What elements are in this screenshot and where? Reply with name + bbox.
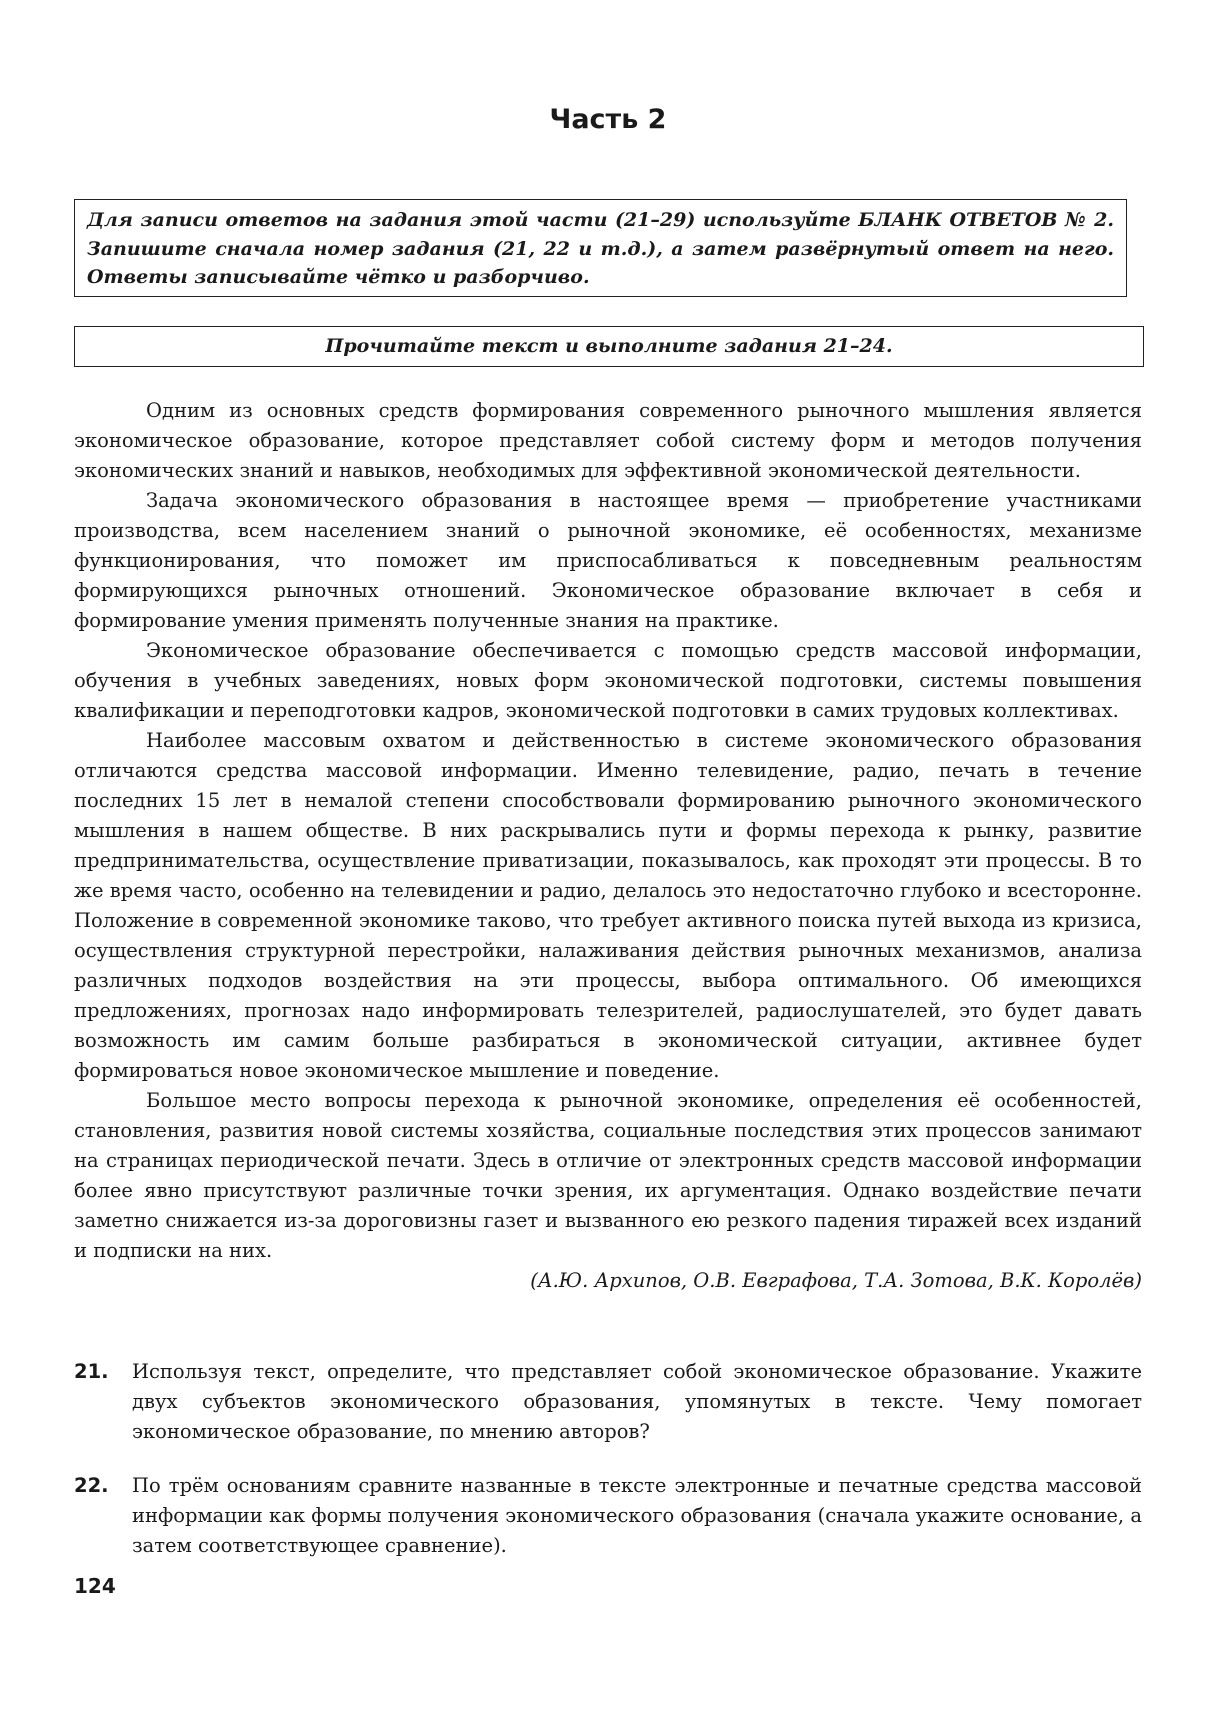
article-paragraph: Одним из основных средств формирования современного рыночного мышления является экономическое образование, которое представляет собой систему форм и методов получения экономических знаний и навыков, необходимых для эффективной экономической деятельности.	[74, 399, 1142, 482]
article-paragraph: Наиболее массовым охватом и действенностью в системе экономического образования отличаются средства массовой информации. Именно телевидение, радио, печать в течение последних 15 лет в немалой степени способствовали формированию рыночного экономического мышления в нашем обществе. В них раскрывались пути и формы перехода к рынку, развитие предпринимательства, осуществление приватизации, показывалось, как проходят эти процессы. В то же время часто, особенно на телевидении и радио, делалось это недостаточно глубоко и всесторонне. Положение в современной экономике таково, что требует активного поиска путей выхода из кризиса, осуществления структурной перестройки, налаживания действия рыночных механизмов, анализа различных подходов воздействия на эти процессы, выбора оптимального. Об имеющихся предложениях, прогнозах надо информировать телезрителей, радиослушателей, это будет давать возможность им самим больше разбираться в экономической ситуации, активнее будет формироваться новое экономическое мышление и поведение.	[74, 729, 1142, 1082]
article-source: (А.Ю. Архипов, О.В. Евграфова, Т.А. Зотова, В.К. Королёв)	[530, 1269, 1142, 1292]
task-header-box: Прочитайте текст и выполните задания 21–24.	[74, 326, 1144, 367]
question-number: 21.	[74, 1360, 109, 1383]
question-22	[74, 1471, 1142, 1561]
article-paragraph: Задача экономического образования в настоящее время — приобретение участниками производства, всем населением знаний о рыночной экономике, её особенностях, механизме функционирования, что поможет им приспосабливаться к повседневным реальностям формирующихся рыночных отношений. Экономическое образование включает в себя и формирование умения применять полученные знания на практике.	[74, 489, 1142, 632]
instruction-box: Для записи ответов на задания этой части (21–29) используйте БЛАНК ОТВЕТОВ № 2. Запишите сначала номер задания (21, 22 и т.д.), а затем развёрнутый ответ на него. Ответы записывайте чётко и разборчиво.	[74, 199, 1127, 297]
page-title: Часть 2	[549, 104, 667, 135]
page-number: 124	[74, 1574, 116, 1598]
question-text: Используя текст, определите, что представляет собой экономическое образование. Укажите двух субъектов экономического образования, упомянутых в тексте. Чему помогает экономическое образование, по мнению авторов?	[132, 1360, 1142, 1443]
question-number: 22.	[74, 1474, 109, 1497]
article-paragraph: Большое место вопросы перехода к рыночной экономике, определения её особенностей, становления, развития новой системы хозяйства, социальные последствия этих процессов занимают на страницах периодической печати. Здесь в отличие от электронных средств массовой информации более явно присутствуют различные точки зрения, их аргументация. Однако воздействие печати заметно снижается из-за дороговизны газет и вызванного ею резкого падения тиражей всех изданий и подписки на них.	[74, 1089, 1142, 1262]
question-text: По трём основаниям сравните названные в тексте электронные и печатные средства массовой информации как формы получения экономического образования (сначала укажите основание, а затем соответствующее сравнение).	[132, 1474, 1142, 1557]
article-text	[74, 396, 1142, 1296]
article-paragraph: Экономическое образование обеспечивается с помощью средств массовой информации, обучения в учебных заведениях, новых форм экономической подготовки, системы повышения квалификации и переподготовки кадров, экономической подготовки в самих трудовых коллективах.	[74, 639, 1142, 722]
question-21	[74, 1357, 1142, 1447]
